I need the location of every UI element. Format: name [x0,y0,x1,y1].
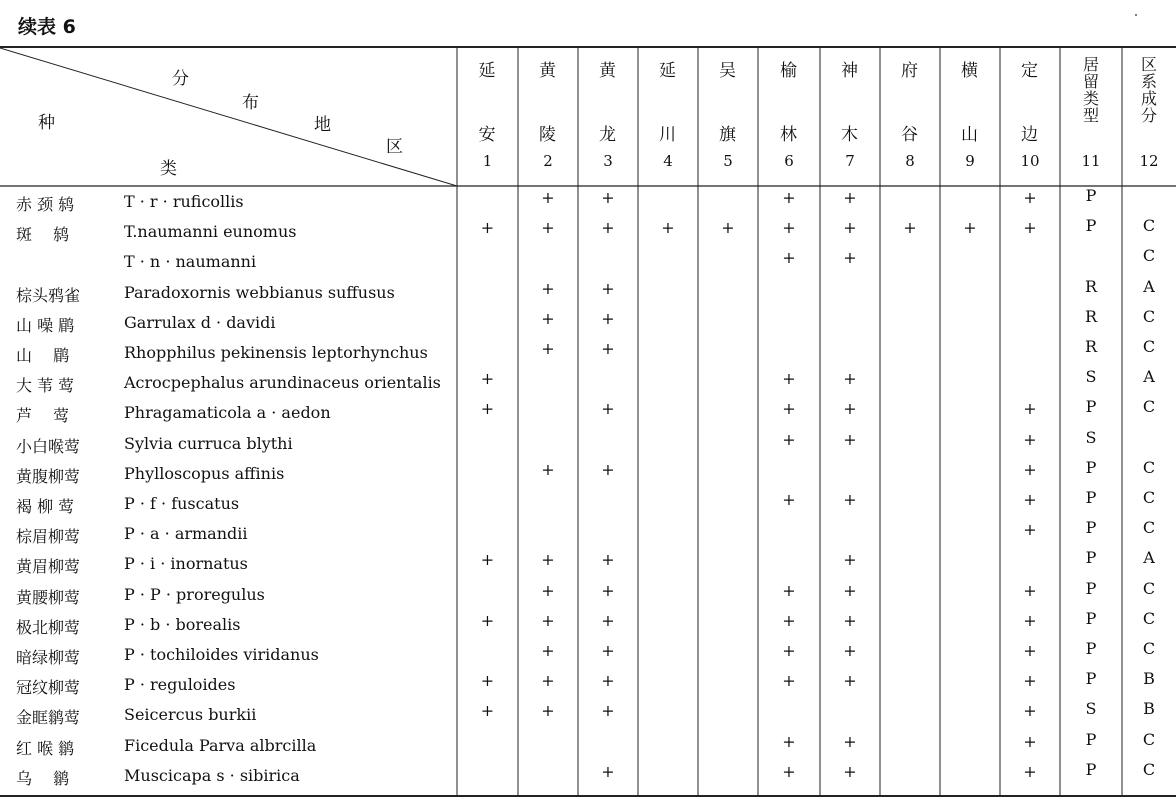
residence-type: P [1085,457,1097,477]
header-region-top: 府 [901,61,918,81]
species-latin-name: P · tochiloides viridanus [124,645,319,664]
header-region-bottom: 谷 [901,125,918,145]
species-latin-name: Phylloscopus affinis [124,463,285,483]
presence-mark: + [782,248,796,268]
species-chinese-name: 极北柳莺 [16,617,81,637]
presence-mark: + [843,490,857,509]
header-column-number: 6 [784,152,794,170]
presence-mark: + [601,610,615,630]
faunal-component: C [1142,488,1156,507]
header-column-number: 2 [543,152,553,170]
presence-mark: + [1023,188,1037,207]
species-latin-name: Acrocpephalus arundinaceus orientalis [124,373,441,393]
presence-mark: + [480,671,495,691]
faunal-component: C [1142,337,1156,356]
species-chinese-name: 芦 莺 [16,406,70,426]
residence-type: P [1085,608,1097,628]
residence-type: P [1085,186,1097,205]
species-latin-name: Seicercus burkii [124,705,257,725]
presence-mark: + [480,399,495,419]
species-chinese-name: 大 苇 莺 [16,376,75,396]
residence-type: P [1085,216,1097,236]
presence-mark: + [541,188,555,207]
presence-mark: + [480,701,495,721]
species-chinese-name: 金眶鹟莺 [16,708,81,728]
presence-mark: + [1023,671,1037,691]
residence-type: S [1085,427,1097,447]
header-column-number: 1 [482,152,493,170]
species-chinese-name: 棕头鸦雀 [16,285,81,305]
residence-type: P [1085,578,1097,598]
presence-mark: + [843,248,857,268]
species-latin-name: T · r · ruficollis [124,192,244,211]
presence-mark: + [782,671,796,691]
header-vertical-label [1139,56,1159,124]
header-region-top: 定 [1021,61,1038,81]
faunal-component: A [1143,367,1155,387]
header-region-top: 延 [478,61,496,81]
presence-mark: + [843,218,857,238]
presence-mark: + [541,459,555,479]
presence-mark: + [782,369,796,389]
faunal-component: C [1142,518,1156,538]
presence-mark: + [480,369,495,389]
presence-mark: + [843,369,857,389]
header-diag-label: 类 [160,159,177,179]
residence-type: S [1085,367,1097,387]
header-diag-label: 种 [38,113,55,133]
species-chinese-name: 山 鹛 [16,346,70,365]
species-chinese-name: 斑 鸫 [16,225,70,245]
presence-mark: + [1023,429,1037,449]
species-latin-name: P · i · inornatus [124,554,248,574]
header-column-number: 5 [723,152,733,170]
presence-mark: + [541,218,555,238]
presence-mark: + [1023,459,1037,479]
header-vertical-char: 区 [1140,55,1157,74]
header-region-bottom: 安 [478,125,496,145]
presence-mark: + [1023,520,1037,540]
presence-mark: + [601,701,615,721]
header-diag-label: 布 [242,93,259,113]
presence-mark: + [782,731,796,751]
header-region-top: 神 [841,61,858,81]
header-column-number: 9 [965,152,975,170]
faunal-component: A [1143,276,1155,296]
header-region-bottom: 林 [780,125,797,145]
presence-mark: + [843,580,857,600]
presence-mark: + [601,580,615,600]
presence-mark: + [601,339,615,358]
presence-mark: + [782,490,796,509]
header-column-number: 10 [1020,152,1040,170]
presence-mark: + [782,218,796,238]
faunal-component: C [1142,457,1156,477]
presence-mark: + [782,610,796,630]
species-chinese-name: 小白喉莺 [16,436,81,456]
species-latin-name: Rhopphilus pekinensis leptorhynchus [124,343,428,362]
header-column-number: 3 [603,152,613,170]
presence-mark: + [1023,399,1037,419]
presence-mark: + [843,429,857,449]
presence-mark: + [1023,701,1037,721]
presence-mark: + [541,610,555,630]
presence-mark: + [601,278,615,298]
residence-type: R [1084,306,1098,326]
header-region-bottom: 龙 [599,125,616,145]
presence-mark: + [721,218,735,238]
header-diag-label: 区 [386,137,403,157]
presence-mark: + [1023,761,1037,781]
residence-type: P [1085,488,1097,507]
header-column-number: 11 [1081,152,1101,170]
species-latin-name: Ficedula Parva albrcilla [124,735,317,755]
header-region-bottom: 边 [1021,125,1038,145]
residence-type: R [1084,337,1098,356]
presence-mark: + [601,308,615,328]
faunal-component: C [1142,608,1156,628]
presence-mark: + [782,641,796,660]
species-chinese-name: 黄腰柳莺 [16,587,81,607]
presence-mark: + [541,641,555,660]
presence-mark: + [1023,490,1037,509]
presence-mark: + [541,308,555,328]
species-chinese-name: 暗绿柳莺 [16,648,81,667]
distribution-table [0,46,1176,798]
species-chinese-name: 乌 鹟 [16,768,70,788]
header-vertical-char: 留 [1082,72,1099,91]
header-column-number: 12 [1139,152,1159,170]
header-vertical-char: 分 [1140,106,1157,125]
header-vertical-char: 成 [1140,89,1157,108]
header-vertical-char: 居 [1082,55,1099,74]
presence-mark: + [541,580,555,600]
residence-type: P [1085,548,1097,568]
presence-mark: + [1023,731,1037,751]
faunal-component: A [1143,548,1155,568]
residence-type: S [1085,699,1097,719]
header-region-bottom: 木 [841,125,858,145]
faunal-component: B [1143,699,1155,719]
header-region-top: 横 [961,61,978,81]
presence-mark: + [541,339,555,358]
presence-mark: + [843,731,857,751]
species-chinese-name: 赤 颈 鸫 [16,195,75,214]
presence-mark: + [541,278,555,298]
header-region-top: 黄 [539,61,556,81]
presence-mark: + [601,761,615,781]
table-caption: 续表 6 [18,16,76,38]
diagonal-rule [0,48,457,186]
presence-mark: + [782,580,796,600]
presence-mark: + [601,399,615,419]
presence-mark: + [480,550,495,570]
header-region-bottom: 旗 [719,125,736,145]
species-latin-name: Paradoxornis webbianus suffusus [124,282,395,302]
header-diag-label: 分 [172,69,189,89]
presence-mark: + [1023,610,1037,630]
species-latin-name: T.naumanni eunomus [124,222,297,242]
residence-type: R [1084,276,1098,296]
faunal-component: B [1143,669,1155,689]
species-latin-name: P · f · fuscatus [124,494,240,513]
species-latin-name: Phragamaticola a · aedon [124,403,331,423]
faunal-component: C [1142,639,1156,658]
presence-mark: + [843,399,857,419]
presence-mark: + [843,641,857,660]
header-region-bottom: 川 [659,125,676,145]
header-region-top: 吴 [719,61,736,81]
residence-type: P [1085,639,1097,658]
presence-mark: + [843,610,857,630]
presence-mark: + [843,550,857,570]
residence-type: P [1085,729,1097,749]
presence-mark: + [541,671,555,691]
header-region-top: 榆 [780,61,797,81]
presence-mark: + [601,188,615,207]
faunal-component: C [1142,397,1156,417]
species-latin-name: Garrulax d · davidi [124,312,276,332]
presence-mark: + [782,761,796,781]
presence-mark: + [1023,641,1037,660]
presence-mark: + [601,459,615,479]
presence-mark: + [480,218,495,238]
species-latin-name: P · a · armandii [124,524,248,544]
residence-type: P [1085,669,1097,689]
header-region-top: 延 [659,61,676,81]
residence-type: P [1085,518,1097,538]
species-latin-name: P · b · borealis [124,614,241,634]
presence-mark: + [963,218,977,238]
presence-mark: + [782,188,796,207]
species-chinese-name: 褐 柳 莺 [16,497,75,516]
header-region-bottom: 山 [961,125,978,145]
species-chinese-name: 黄腹柳莺 [16,466,81,486]
presence-mark: + [601,671,615,691]
header-vertical-char: 系 [1140,72,1157,91]
presence-mark: + [661,218,675,238]
presence-mark: + [601,218,615,238]
species-latin-name: P · P · proregulus [124,584,265,604]
faunal-component: C [1142,759,1156,779]
presence-mark: + [601,641,615,660]
header-diag-label: 地 [314,115,331,135]
species-chinese-name: 红 喉 鹟 [16,738,75,758]
faunal-component: C [1142,306,1156,326]
species-latin-name: P · reguloides [124,675,236,695]
speck [1135,14,1137,16]
presence-mark: + [843,188,857,207]
header-column-number: 8 [905,152,915,170]
header-vertical-char: 型 [1082,106,1099,125]
presence-mark: + [1023,580,1037,600]
header-region-top: 黄 [599,61,616,81]
presence-mark: + [1023,218,1037,238]
header-column-number: 7 [845,152,855,170]
presence-mark: + [843,761,857,781]
species-chinese-name: 黄眉柳莺 [16,557,81,577]
species-latin-name: Sylvia curruca blythi [124,433,293,453]
header-vertical-label [1081,56,1101,124]
species-chinese-name: 冠纹柳莺 [16,678,81,698]
species-chinese-name: 棕眉柳莺 [16,527,81,547]
presence-mark: + [782,429,796,449]
presence-mark: + [782,399,796,419]
header-column-number: 4 [663,152,673,170]
presence-mark: + [843,671,857,691]
presence-mark: + [601,550,615,570]
presence-mark: + [541,701,555,721]
residence-type: P [1085,397,1097,417]
header-region-bottom: 陵 [539,125,556,145]
species-latin-name: Muscicapa s · sibirica [124,765,300,785]
species-chinese-name: 山 噪 鹛 [16,315,75,335]
residence-type: P [1085,759,1097,779]
presence-mark: + [480,610,495,630]
faunal-component: C [1142,246,1156,266]
faunal-component: C [1142,578,1156,598]
header-vertical-char: 类 [1082,89,1099,108]
presence-mark: + [903,218,917,238]
faunal-component: C [1142,216,1156,236]
faunal-component: C [1142,729,1156,749]
presence-mark: + [541,550,555,570]
species-latin-name: T · n · naumanni [124,252,257,272]
